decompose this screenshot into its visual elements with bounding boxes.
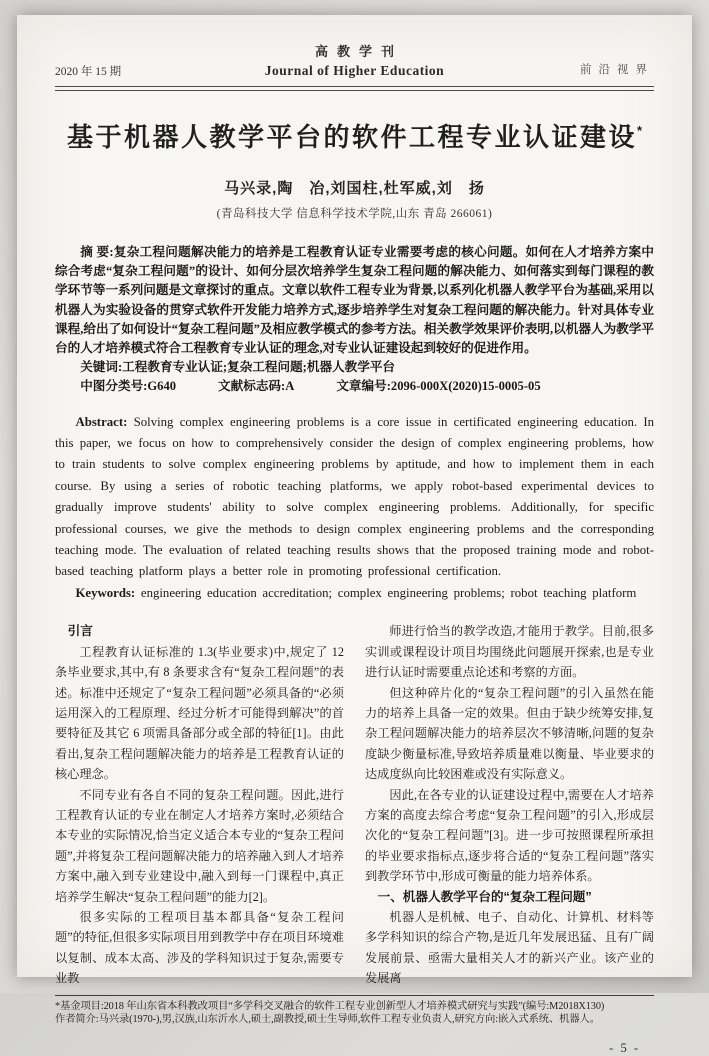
- body-paragraph: 师进行恰当的教学改造,才能用于教学。目前,很多实训或课程设计项目均围绕此问题展开探索,也是专业进行认证时需要重点论述和考察的方面。: [365, 621, 654, 682]
- footnote-author-bio-line: 作者简介:马兴录(1970-),男,汉族,山东沂水人,硕士,副教授,硕士生导师,软件工程专业负责人,研究方向:嵌入式系统、机器人。: [55, 1013, 654, 1027]
- clc-value: G640: [147, 379, 176, 393]
- body-paragraph: 很多实际的工程项目基本都具备“复杂工程问题”的特征,但很多实际项目用到教学中存在项目环境难以复制、成本太高、涉及的学科知识过于复杂,需要专业教: [55, 907, 344, 989]
- doc-code-label: 文献标志码:: [218, 379, 285, 393]
- keywords-en-line: [55, 583, 654, 604]
- abstract-zh-label: 摘 要:: [80, 245, 113, 259]
- body-paragraph: 工程教育认证标准的 1.3(毕业要求)中,规定了 12 条毕业要求,其中,有 8 条要求含有“复杂工程问题”的表述。标准中还规定了“复杂工程问题”必须具备的“必须运用深入的工程原理、经过分析才可能得到解决”的首要特征及其它 6 项需具备部分或全部的特征[1]。由此看出,复杂工程问题解决能力的培养是工程教育认证的核心理念。: [55, 642, 344, 785]
- abstract-en-block: [55, 412, 654, 605]
- page-number: - 5 -: [55, 1041, 654, 1056]
- title-footnote-marker: *: [637, 123, 642, 138]
- abstract-en-text: Solving complex engineering problems is a core issue in certificated engineering education. In this paper, we focus on how to comprehensively consider the design of complex engineering problems, how to train students to solve complex engineering problems by aptitude, and how to implement them in each course. By using a series of robotic teaching platforms, we apply robot-based experimental devices to gradually improve students' ability to solve complex engineering problems. Additionally, for specific professional courses, we give the methods to design complex engineering problems and the corresponding teaching mode. The evaluation of related teaching results shows that the proposed training mode and robot-based teaching platform plays a better role in promoting professional certification.: [55, 415, 654, 579]
- left-column: [55, 621, 344, 988]
- article-id-value: 2096-000X(2020)15-0005-05: [391, 379, 541, 393]
- body-paragraph: 不同专业有各自不同的复杂工程问题。因此,进行工程教育认证的专业在制定人才培养方案时,必须结合本专业的实际情况,恰当定义适合本专业的“复杂工程问题”,并将复杂工程问题解决能力的培养融入到人才培养方案中,融入到专业建设中,融入到每一门课程中,真正培养学生解决“复杂工程问题”的能力[2]。: [55, 785, 344, 907]
- column-section-label: 前沿视界: [580, 61, 654, 77]
- clc-label: 中图分类号:: [80, 379, 147, 393]
- classification-line: [55, 377, 654, 396]
- journal-header: [55, 41, 654, 79]
- abstract-zh-text: 复杂工程问题解决能力的培养是工程教育认证专业需要考虑的核心问题。如何在人才培养方案中综合考虑“复杂工程问题”的设计、如何分层次培养学生复杂工程问题的解决能力、如何落实到每门课程的教学环节等一系列问题是文章探讨的重点。文章以软件工程专业为背景,以系列化机器人教学平台为基础,采用以机器人为实验设备的贯穿式软件开发能力培养方式,逐步培养学生对复杂工程问题的解决能力。针对具体专业课程,给出了如何设计“复杂工程问题”及相应教学模式的参考方法。相关教学效果评价表明,以机器人为教学平台的人才培养模式符合工程教育专业认证的理念,对专业认证建设起到较好的促进作用。: [55, 245, 654, 355]
- article-id-label: 文章编号:: [336, 379, 391, 393]
- keywords-zh-text: 工程教育专业认证;复杂工程问题;机器人教学平台: [122, 360, 395, 374]
- journal-name-en: Journal of Higher Education: [55, 63, 654, 79]
- article-title-text: 基于机器人教学平台的软件工程专业认证建设: [67, 122, 637, 152]
- journal-name-zh: 高教学刊: [55, 41, 654, 60]
- body-paragraph: 机器人是机械、电子、自动化、计算机、材料等多学科知识的综合产物,是近几年发展迅猛、且有广阔发展前景、亟需大量相关人才的新兴产业。该产业的发展离: [365, 907, 654, 989]
- body-columns: [55, 621, 654, 988]
- keywords-zh-label: 关键词:: [80, 360, 122, 374]
- footnote-block: [55, 995, 654, 1027]
- abstract-en-label: Abstract:: [75, 415, 127, 429]
- footnote-fund-line: *基金项目:2018 年山东省本科教改项目“多学科交叉融合的软件工程专业创新型人才培养模式研究与实践”(编号:M2018X130): [55, 1000, 654, 1014]
- doc-code-value: A: [285, 379, 294, 393]
- authors-line: 马兴录,陶 冶,刘国柱,杜军威,刘 扬: [55, 177, 654, 198]
- scanned-paper-page: [17, 15, 692, 977]
- affiliation-line: (青岛科技大学 信息科学技术学院,山东 青岛 266061): [55, 205, 654, 221]
- keywords-zh-line: [55, 358, 654, 377]
- body-paragraph: 但这种碎片化的“复杂工程问题”的引入虽然在能力的培养上具备一定的效果。但由于缺少统筹安排,复杂工程问题解决能力的培养层次不够清晰,问题的复杂度缺少衡量标准,导致培养质量难以衡量、毕业要求的达成度纵向比较困难或没有实际意义。: [365, 683, 654, 785]
- section-heading-intro: 引言: [55, 621, 344, 641]
- section-heading-one: 一、机器人教学平台的“复杂工程问题”: [365, 887, 654, 907]
- keywords-en-label: Keywords:: [75, 586, 135, 600]
- body-paragraph: 因此,在各专业的认证建设过程中,需要在人才培养方案的高度去综合考虑“复杂工程问题”的引入,形成层次化的“复杂工程问题”[3]。进一步可按照课程所承担的毕业要求指标点,逐步将合适的“复杂工程问题”落实到教学环节中,形成可衡量的能力培养体系。: [365, 785, 654, 887]
- abstract-zh-block: [55, 243, 654, 397]
- header-divider: [55, 86, 654, 91]
- right-column: [365, 621, 654, 988]
- keywords-en-text: engineering education accreditation; complex engineering problems; robot teaching platform: [141, 586, 636, 600]
- article-title: [55, 117, 654, 154]
- issue-label: 2020 年 15 期: [55, 63, 121, 79]
- abstract-zh-paragraph: [55, 243, 654, 358]
- abstract-en-paragraph: [55, 412, 654, 583]
